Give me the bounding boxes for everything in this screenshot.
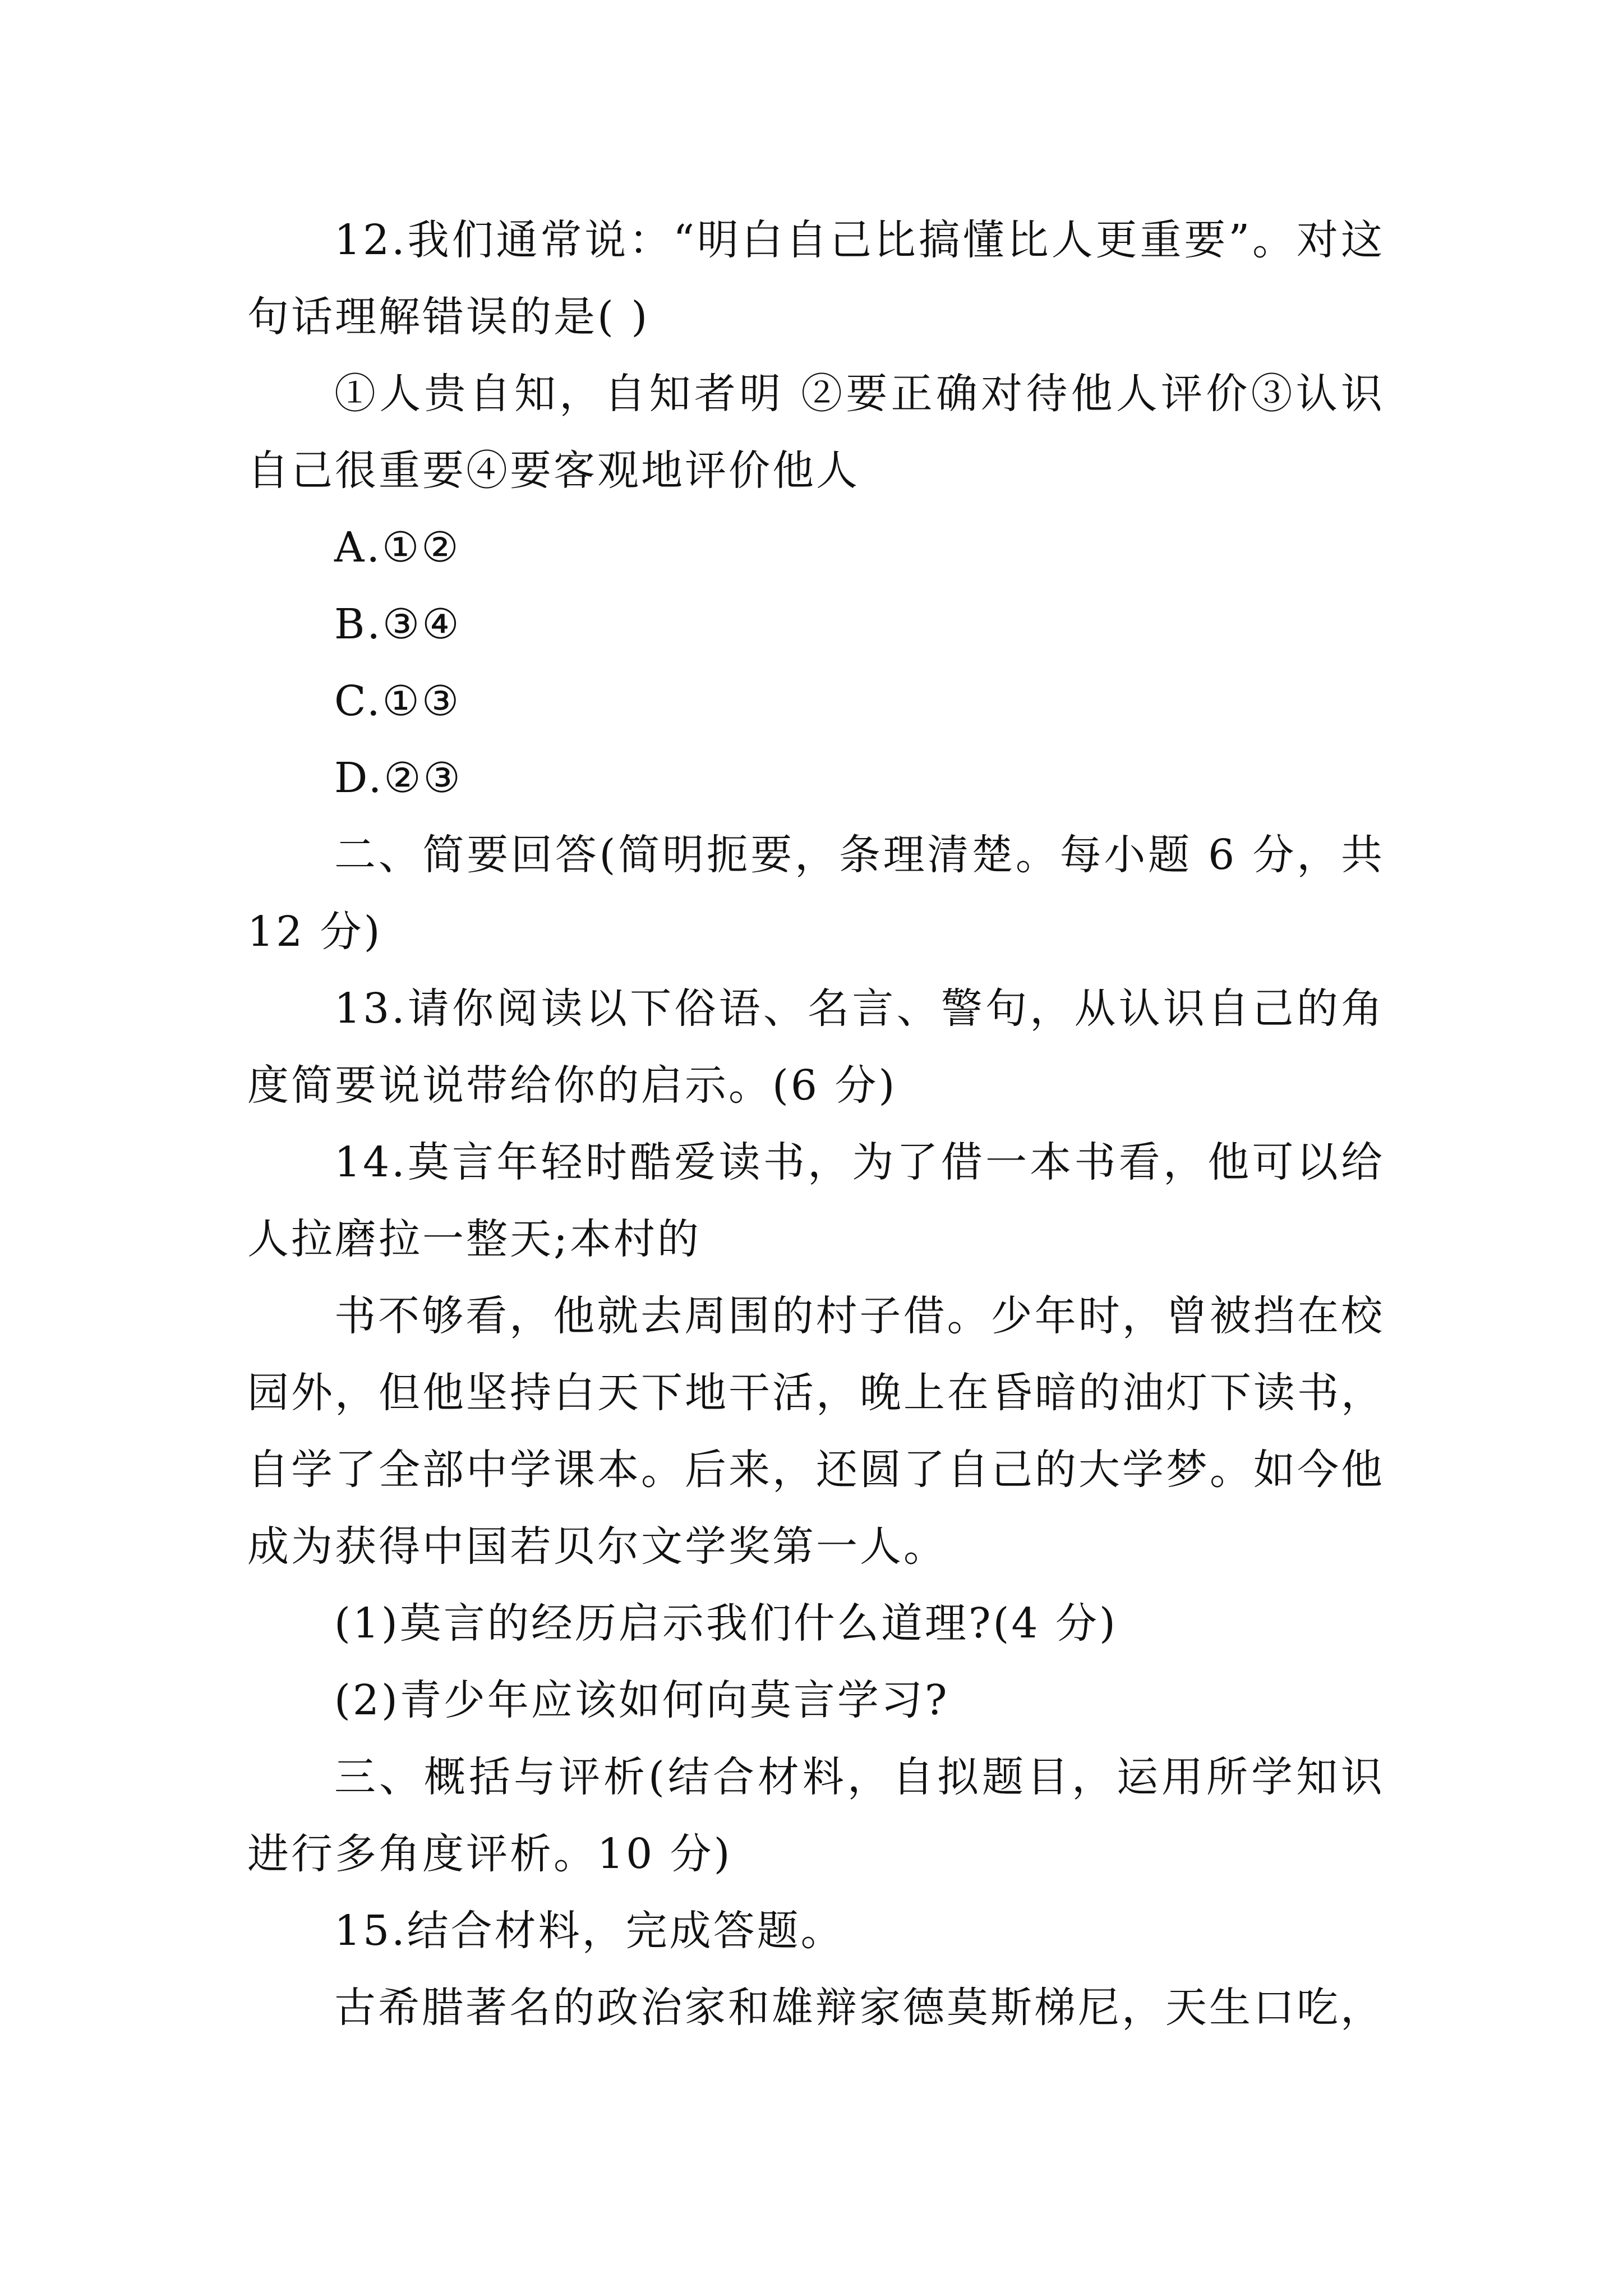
option-a: A.①② (334, 523, 461, 572)
question-15-material: 古希腊著名的政治家和雄辩家德莫斯梯尼，天生口吃， (334, 1984, 1384, 2032)
question-14-part-2: (2)青少年应该如何向莫言学习? (334, 1676, 949, 1724)
section-2-heading: 二、简要回答(简明扼要，条理清楚。每小题 6 分，共 12 分) (247, 831, 1385, 956)
section-3-heading: 三、概括与评析(结合材料，自拟题目，运用所学知识进行多角度评析。10 分) (247, 1753, 1385, 1878)
question-12-statements: ①人贵自知，自知者明 ②要正确对待他人评价③认识自己很重要④要客观地评价他人 (247, 370, 1385, 495)
question-15-stem: 15.结合材料，完成答题。 (334, 1907, 845, 1955)
option-b: B.③④ (334, 600, 462, 648)
document-body (247, 202, 1385, 2046)
question-12-stem: 12.我们通常说：“明白自己比搞懂比人更重要”。对这句话理解错误的是( ) (247, 216, 1385, 341)
question-14-part-1: (1)莫言的经历启示我们什么道理?(4 分) (334, 1599, 1118, 1648)
question-14-stem: 14.莫言年轻时酷爱读书，为了借一本书看，他可以给人拉磨拉一整天;本村的 (247, 1138, 1385, 1263)
option-c: C.①③ (334, 677, 462, 725)
question-13: 13.请你阅读以下俗语、名言、警句，从认识自己的角度简要说说带给你的启示。(6 分) (247, 984, 1385, 1110)
option-d: D.②③ (334, 754, 463, 802)
question-14-material: 书不够看，他就去周围的村子借。少年时，曾被挡在校园外，但他坚持白天下地干活，晚上在昏暗的油灯下读书，自学了全部中学课本。后来，还圆了自己的大学梦。如今他成为获得中国若贝尔文学奖第一人。 (247, 1292, 1385, 1571)
